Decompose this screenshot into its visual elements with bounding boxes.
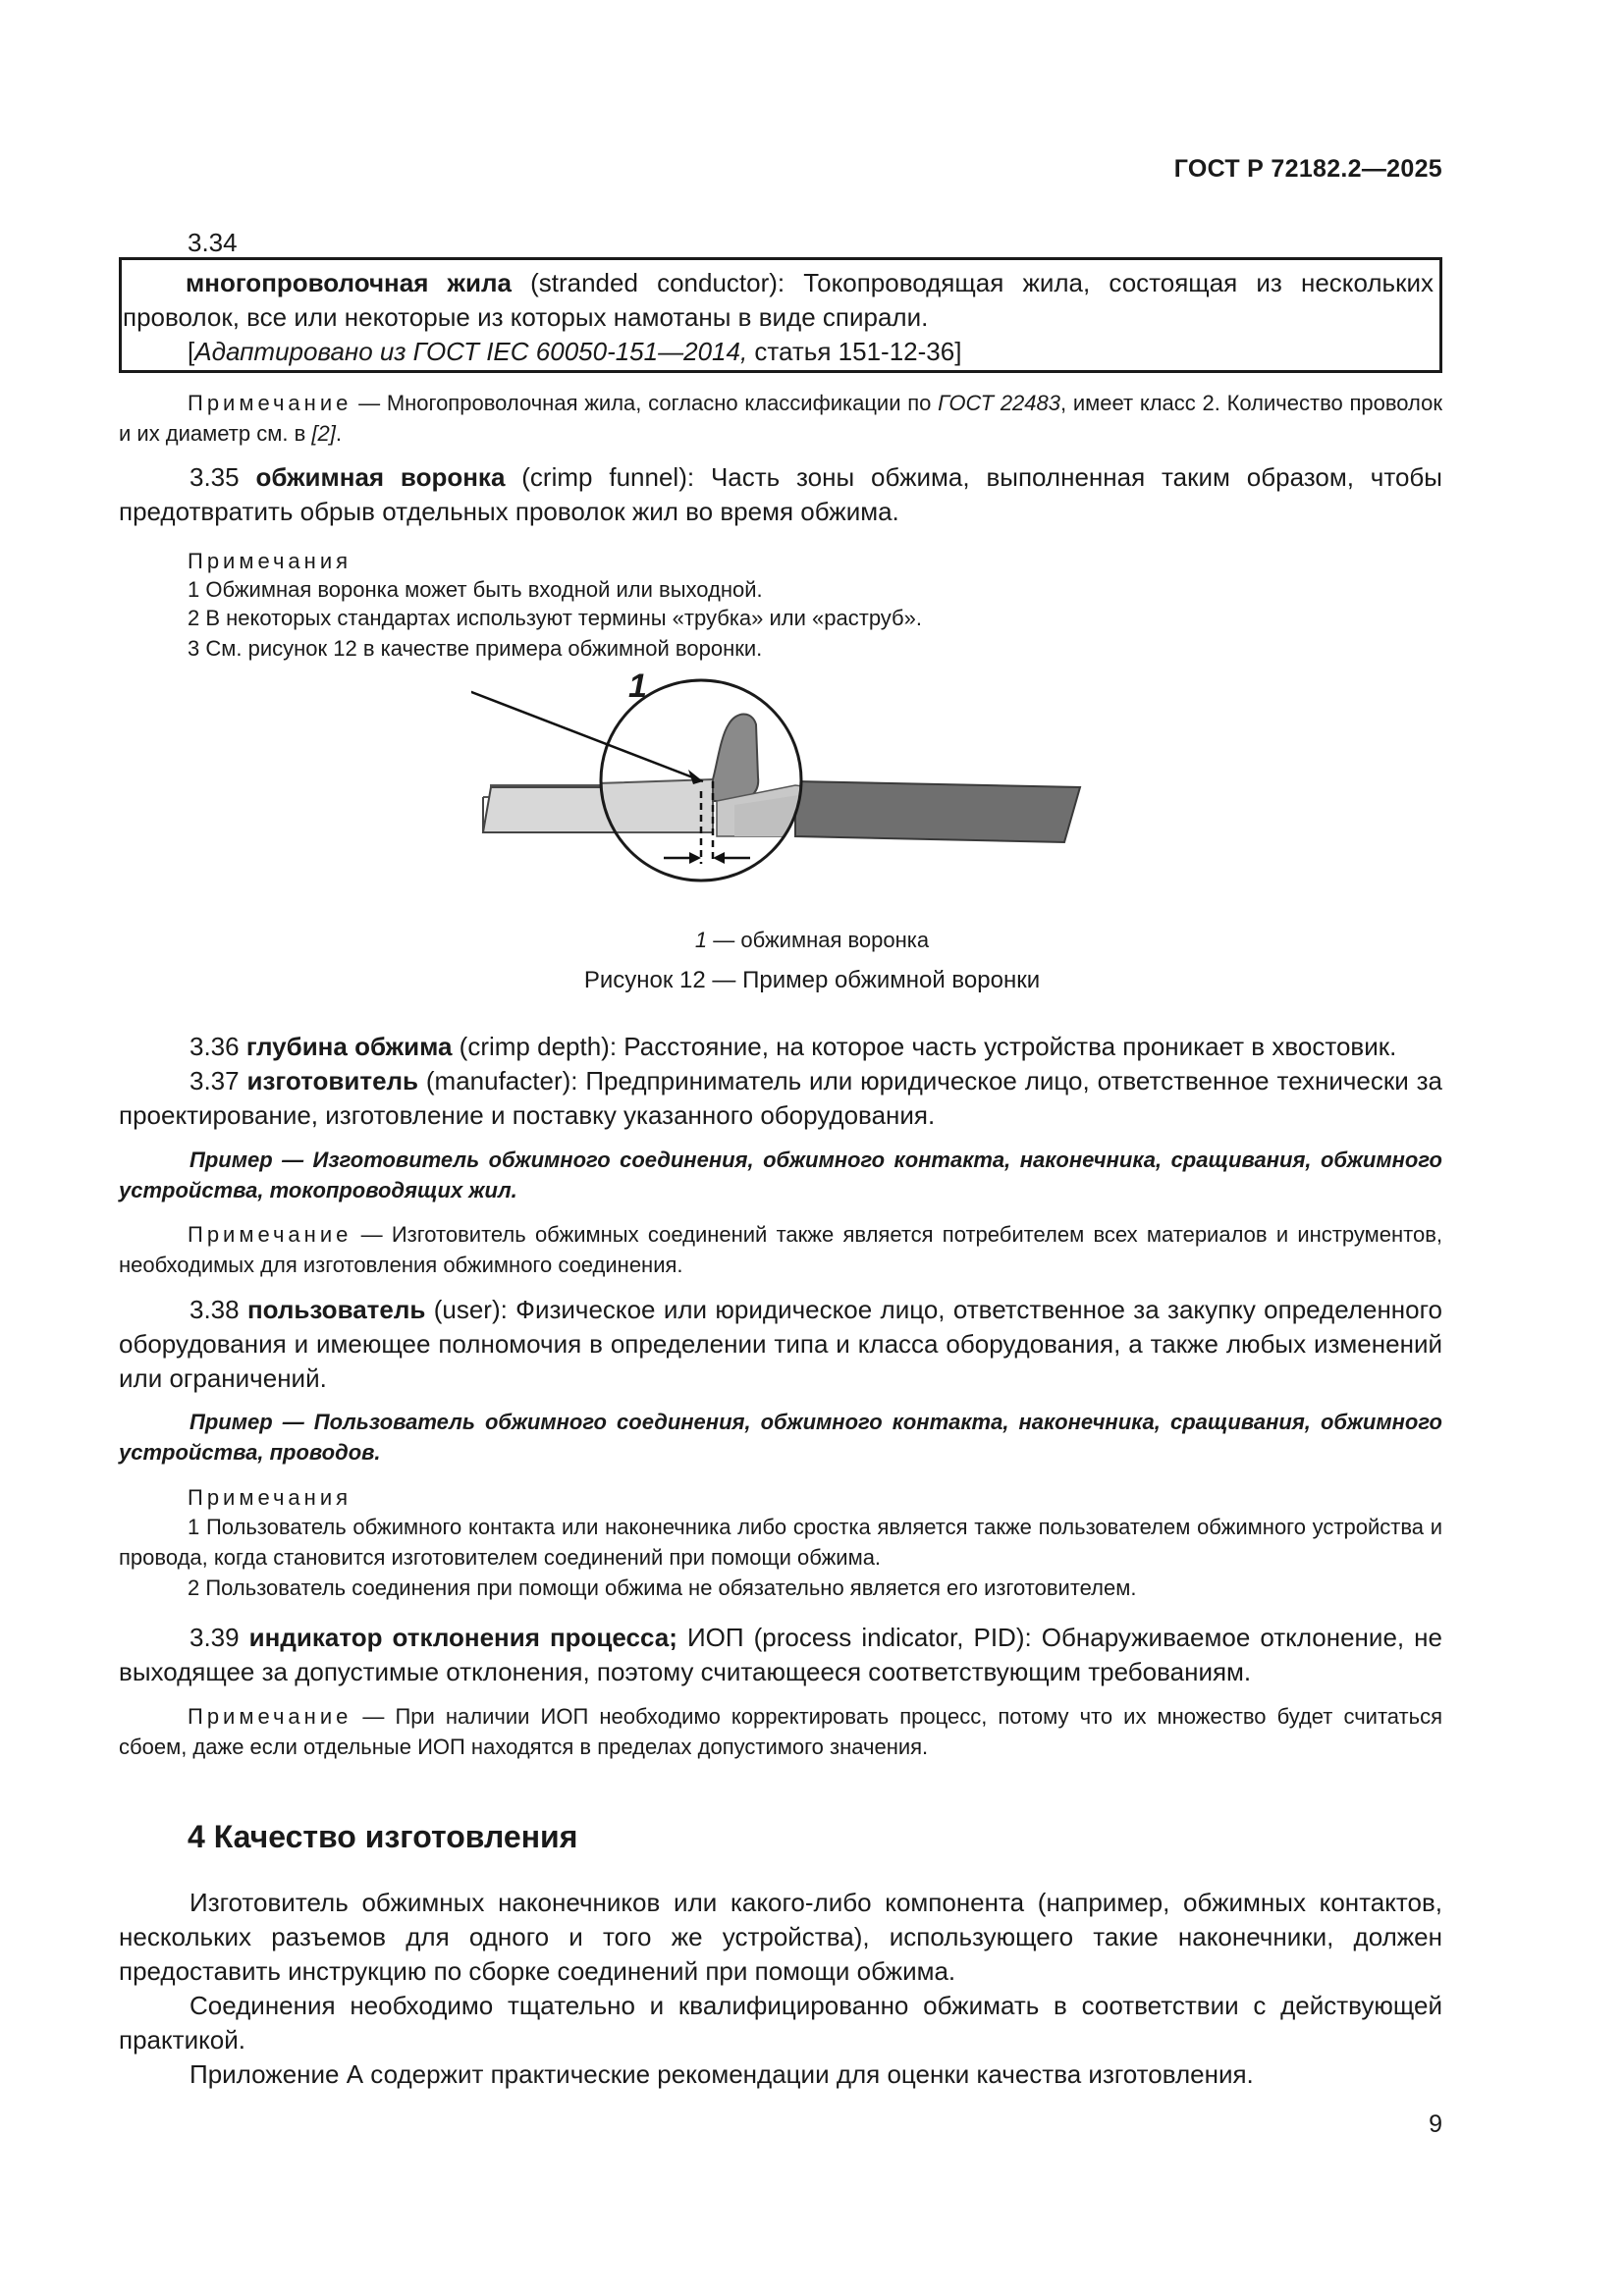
section-4-paragraph: Приложение А содержит практические рекомендации для оценки качества изготовления.: [189, 2059, 1254, 2089]
term-3-34-source-ref: Адаптировано из ГОСТ IEC 60050-151—2014,: [194, 337, 748, 366]
term-3-34-text: (stranded conductor): Токопроводящая жила, состоящая из нескольких проволок, все или некоторые из которых намотаны в виде спирали.: [123, 268, 1434, 332]
term-3-34-definition: [123, 266, 1434, 335]
term-3-37-example: Пример — Изготовитель обжимного соединения, обжимного контакта, наконечника, сращивания, обжимного устройства, токопроводящих жил.: [119, 1148, 1442, 1202]
note-item: 2 В некоторых стандартах используют термины «трубка» или «раструб».: [188, 606, 922, 630]
note-label: Примечание: [188, 1222, 352, 1247]
note-label: Примечание: [188, 391, 352, 415]
note-item: 1 Обжимная воронка может быть входной или выходной.: [188, 577, 763, 602]
section-4-paragraph: Изготовитель обжимных наконечников или какого-либо компонента (например, обжимных контактов, нескольких разъемов для одного и того же устройства), использующего такие наконечники, должен предоставить инструкцию по сборке соединений при помощи обжима.: [119, 1888, 1442, 1986]
figure-caption: Рисунок 12 — Пример обжимной воронки: [583, 967, 1041, 993]
note-label: Примечание: [188, 1704, 352, 1729]
page-number: 9: [1429, 2110, 1442, 2138]
term-3-39-name: индикатор отклонения процесса;: [248, 1623, 677, 1652]
note-item: 2 Пользователь соединения при помощи обжима не обязательно является его изготовителем.: [188, 1575, 1137, 1600]
term-3-35-definition: 3.35 обжимная воронка (crimp funnel): Часть зоны обжима, выполненная таким образом, чтобы предотвратить обрыв отдельных проволок жил во время обжима.: [119, 462, 1442, 526]
term-3-37-name: изготовитель: [246, 1066, 419, 1095]
term-3-34-name: многопроволочная жила: [186, 268, 512, 297]
term-3-39-definition: 3.39 индикатор отклонения процесса; ИОП (process indicator, PID): Обнаруживаемое отклонение, не выходящее за допустимые отклонения, поэтому считающееся соответствующим требованиям.: [119, 1623, 1443, 1686]
note-item: 3 См. рисунок 12 в качестве примера обжимной воронки.: [188, 636, 763, 661]
section-heading: 4 Качество изготовления: [188, 1819, 578, 1854]
term-3-38-name: пользователь: [246, 1295, 426, 1324]
term-3-37-definition: 3.37 изготовитель (manufacter): Предприниматель или юридическое лицо, ответственное технически за проектирование, изготовление и поставку указанного оборудования.: [119, 1066, 1443, 1130]
note-item: 1 Пользователь обжимного контакта или наконечника либо сростка является также пользователем обжимного устройства и провода, когда становится изготовителем соединений при помощи обжима.: [119, 1515, 1442, 1570]
term-3-36-definition: 3.36 глубина обжима (crimp depth): Расстояние, на которое часть устройства проникает в хвостовик.: [189, 1032, 1397, 1061]
conductor-shape: [795, 781, 1080, 842]
standard-reference: ГОСТ 22483: [938, 391, 1061, 415]
term-3-38-example: Пример — Пользователь обжимного соединения, обжимного контакта, наконечника, сращивания, обжимного устройства, проводов.: [119, 1410, 1442, 1465]
term-number-3-34: 3.34: [188, 228, 238, 257]
document-code-header: ГОСТ Р 72182.2—2025: [1173, 155, 1442, 183]
term-3-34-note: Примечание — Многопроволочная жила, согласно классификации по ГОСТ 22483, имеет класс 2. Количество проволок и их диаметр см. в [2].: [119, 391, 1443, 446]
notes-label: Примечания: [188, 1485, 352, 1510]
bibliography-reference: [2]: [311, 421, 336, 446]
term-3-37-note: Примечание — Изготовитель обжимных соединений также является потребителем всех материалов и инструментов, необходимых для изготовления обжимного соединения.: [119, 1222, 1442, 1277]
figure-callout-number: 1: [628, 667, 647, 705]
term-3-34-source: [Адаптировано из ГОСТ IEC 60050-151—2014, статья 151-12-36]: [188, 337, 962, 366]
term-3-38-definition: 3.38 пользователь (user): Физическое или юридическое лицо, ответственное за закупку определенного оборудования и имеющее полномочия в определении типа и класса оборудования, а также любых изменений или ограничений.: [119, 1295, 1443, 1393]
term-3-35-name: обжимная воронка: [255, 462, 506, 492]
figure-legend: 1 — обжимная воронка: [694, 928, 930, 952]
notes-label: Примечания: [188, 549, 352, 573]
term-3-39-note: Примечание — При наличии ИОП необходимо корректировать процесс, потому что их множество будет считаться сбоем, даже если отдельные ИОП находятся в пределах допустимого значения.: [119, 1704, 1442, 1759]
term-3-36-name: глубина обжима: [245, 1032, 453, 1061]
crimp-funnel-figure: [471, 667, 1100, 883]
section-4-paragraph: Соединения необходимо тщательно и квалифицированно обжимать в соответствии с действующей практикой.: [119, 1991, 1442, 2055]
